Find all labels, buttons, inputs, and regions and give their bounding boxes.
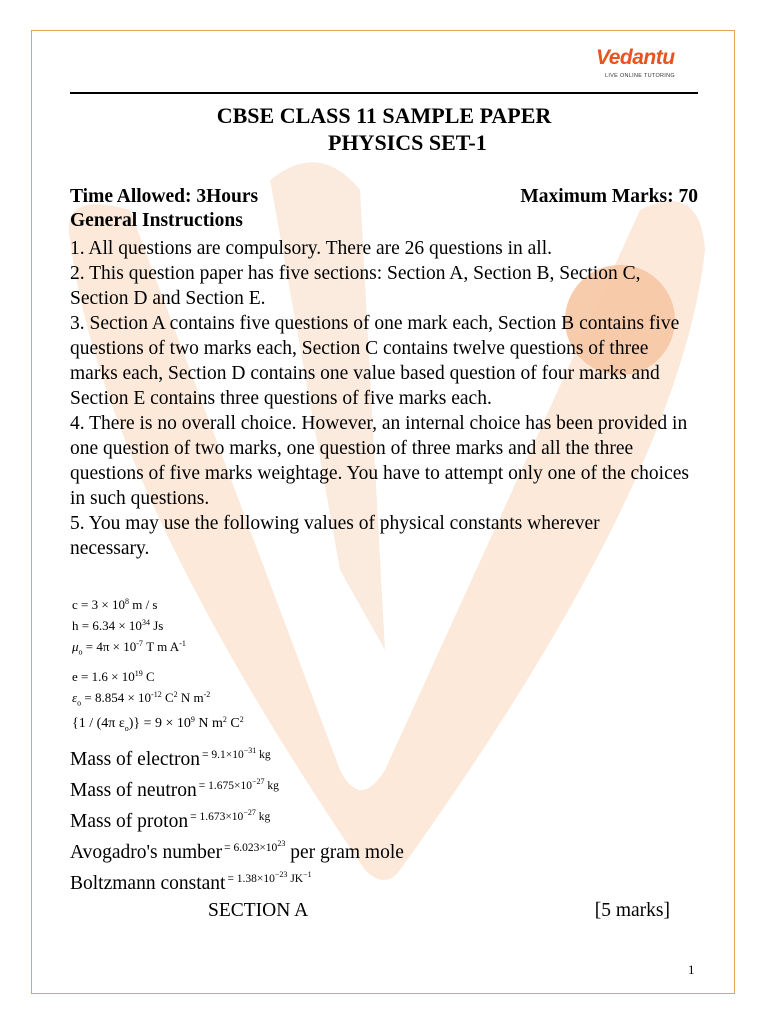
vedantu-logo: [596, 46, 686, 86]
time-allowed: Time Allowed: 3Hours: [70, 186, 259, 207]
paper-subtitle: PHYSICS SET-1: [328, 130, 487, 155]
constant-c: $c = 3 \times 10^8$ m / s: [72, 597, 158, 612]
general-instructions-heading: General Instructions: [70, 210, 243, 231]
instructions-list: [70, 236, 710, 561]
constant-e: $e = 1.6 \times 10^{19}$ C: [72, 668, 155, 684]
section-label: SECTION A: [208, 900, 309, 921]
page-number: 1: [688, 962, 695, 977]
instruction-item: 3. Section A contains five questions of one mark each, Section B contains five questions of two marks each, Section C contains twelve questions of three marks each, Section D contains one value based question of four marks and Section E contains three questions of five marks each.: [70, 313, 680, 409]
mass-neutron: Mass of neutron $^{= 1.675\times 10^{-27} kg}$: [70, 777, 279, 801]
boltzmann-constant: Boltzmann constant $^{= 1.38\times 10^{-23} JK^{-1}}$: [70, 870, 312, 894]
constant-coulomb: {1 / (4π $\varepsilon_o)\} = 9 \times 10^9$ N $m^2$ $C^2$: [72, 715, 244, 733]
header-rule: [70, 92, 698, 94]
constant-mu0: $\mu_o = 4\pi \times 10^{-7}$ T m $A^{-1}$: [72, 639, 186, 657]
constant-h: $h = 6.34 \times 10^{34}$ Js: [72, 618, 164, 633]
constant-eps0: $\varepsilon_o = 8.854 \times 10^{-12}$ $C^2$ N $m^{-2}$: [72, 689, 211, 708]
section-marks: [5 marks]: [594, 900, 670, 921]
logo-tagline: LIVE ONLINE TUTORING: [605, 73, 675, 79]
physical-constants: [72, 594, 244, 739]
instruction-item: 4. There is no overall choice. However, an internal choice has been provided in one question of two marks, one question of three marks and all the three questions of five marks weightage. You have to attempt only one of the choices in such questions.: [70, 413, 689, 509]
mass-electron: Mass of electron $^{= 9.1\times 10^{-31} kg}$: [70, 746, 271, 770]
instruction-item: 1. All questions are compulsory. There are 26 questions in all.: [70, 238, 552, 259]
instruction-item: 2. This question paper has five sections: Section A, Section B, Section C, Section D and Section E.: [70, 263, 641, 309]
particle-constants: [70, 742, 404, 897]
maximum-marks: Maximum Marks: 70: [520, 186, 698, 207]
meta-row: [70, 186, 698, 210]
mass-proton: Mass of proton $^{= 1.673\times 10^{-27} kg}$: [70, 808, 271, 832]
instruction-item: 5. You may use the following values of physical constants wherever necessary.: [70, 513, 600, 559]
logo-name: Vedantu: [596, 46, 675, 69]
avogadro-number: Avogadro's number $^{= 6.023\times 10^{23}}$ per gram mole: [70, 839, 404, 863]
paper-title: CBSE CLASS 11 SAMPLE PAPER: [216, 103, 552, 128]
